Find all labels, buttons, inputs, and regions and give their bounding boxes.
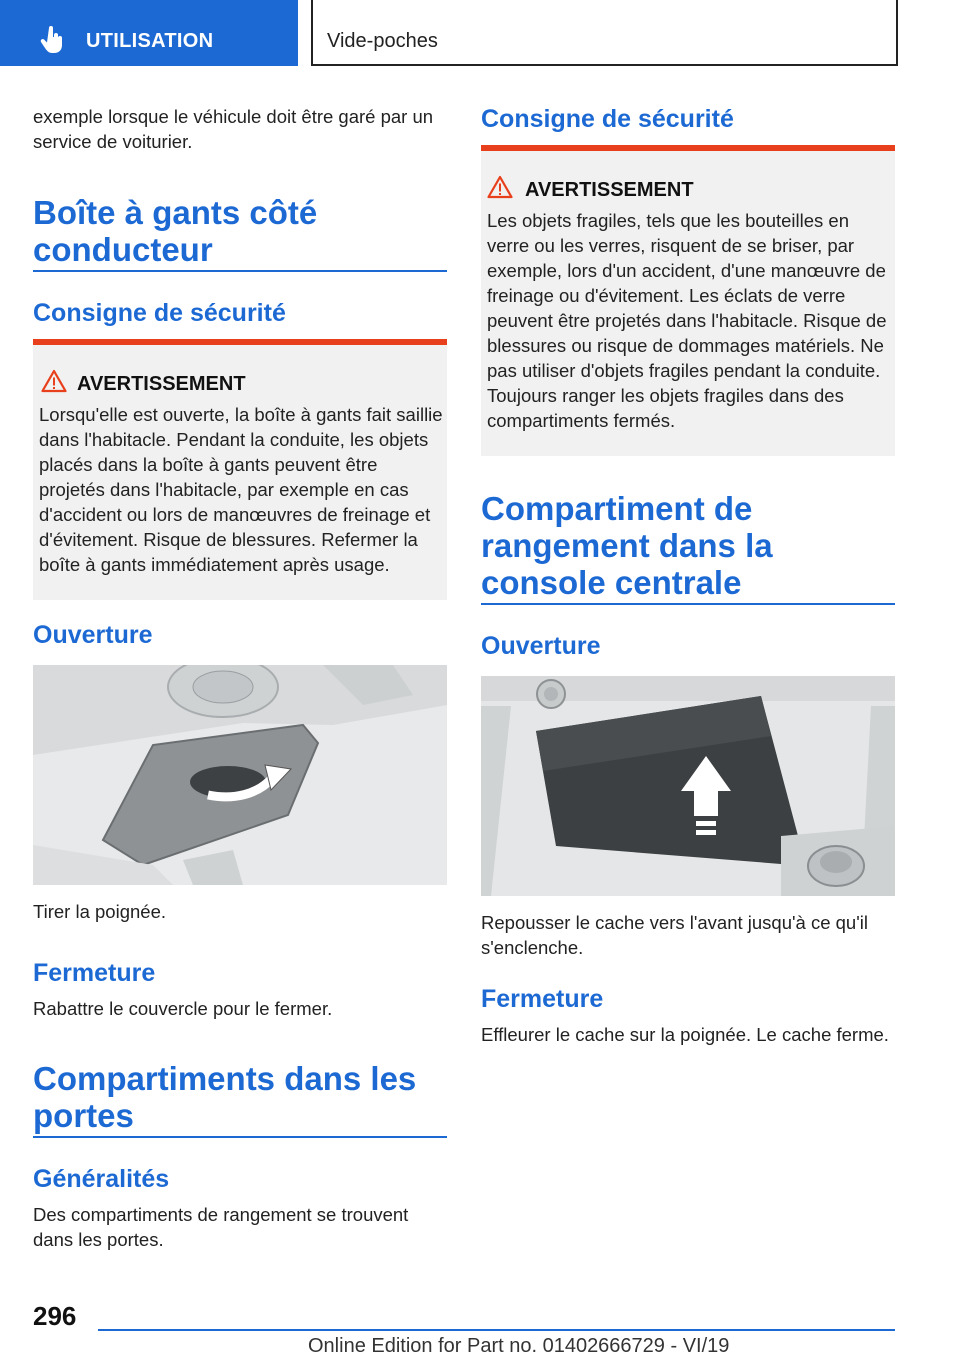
safety-title-left: Consigne de sécurité (33, 299, 286, 327)
closing-text-right: Effleurer le cache sur la poignée. Le cache ferme. (481, 1024, 889, 1045)
opening-text-right: Repousser le cache vers l'avant jusqu'à ce qu'il s'enclenche. (481, 912, 868, 958)
subsection-label: Vide-poches (327, 30, 438, 52)
warning-text: Les objets fragiles, tels que les bouteilles en verre ou les verres, risquent de se briser, par exemple, lors d'un accident, d'une manœuvre de freinage ou d'évitement. Les éclats de verre peuvent être projetés dans l'habitacle. Risque de blessures ou risque de dommages matériels. Ne pas utiliser d'objets fragiles pendant la conduite. Toujours ranger les objets fragiles dans des compartiments fermés. (487, 210, 887, 431)
warning-label: AVERTISSEMENT (525, 179, 694, 201)
title-rule (33, 270, 447, 272)
opening-text-left: Tirer la poignée. (33, 901, 166, 922)
general-title: Généralités (33, 1165, 170, 1193)
hand-pointer-icon (38, 26, 66, 54)
console-title: Compartiment de rangement dans la console centrale (481, 490, 773, 601)
general-text: Des compartiments de rangement se trouvent dans les portes. (33, 1204, 409, 1250)
edition-text: Online Edition for Part no. 01402666729 - VI/19 (308, 1335, 730, 1357)
closing-title-right: Fermeture (481, 985, 604, 1013)
closing-text-left: Rabattre le couvercle pour le fermer. (33, 998, 333, 1019)
opening-title-right: Ouverture (481, 632, 601, 660)
safety-title-right: Consigne de sécurité (481, 105, 734, 133)
section-label: UTILISATION (86, 30, 214, 52)
doors-title: Compartiments dans les portes (33, 1060, 417, 1134)
closing-title-left: Fermeture (33, 959, 156, 987)
warning-text: Lorsqu'elle est ouverte, la boîte à gants fait saillie dans l'habitacle. Pendant la conduite, les objets placés dans la boîte à gants peuvent être projetés dans l'habitacle, par exemple en cas d'accident ou lors de manœuvres de freinage et d'évitement. Risque de blessures. Refermer la boîte à gants immédiatement après usage. (39, 404, 443, 575)
warning-box-right (481, 145, 895, 456)
warning-triangle-icon (41, 369, 67, 393)
page-number: 296 (33, 1301, 77, 1331)
title-rule (33, 1136, 447, 1138)
console-image (481, 676, 895, 896)
title-rule (481, 603, 895, 605)
glovebox-title: Boîte à gants côté conducteur (33, 194, 318, 268)
warning-box-left (33, 339, 447, 600)
warning-triangle-icon (487, 175, 513, 199)
opening-title-left: Ouverture (33, 621, 153, 649)
section-tab[interactable] (0, 0, 298, 66)
footer-rule (98, 1329, 895, 1331)
warning-label: AVERTISSEMENT (77, 373, 246, 395)
glovebox-image (33, 665, 447, 885)
subsection-header (311, 0, 898, 66)
intro-text: exemple lorsque le véhicule doit être garé par un service de voiturier. (33, 106, 434, 152)
